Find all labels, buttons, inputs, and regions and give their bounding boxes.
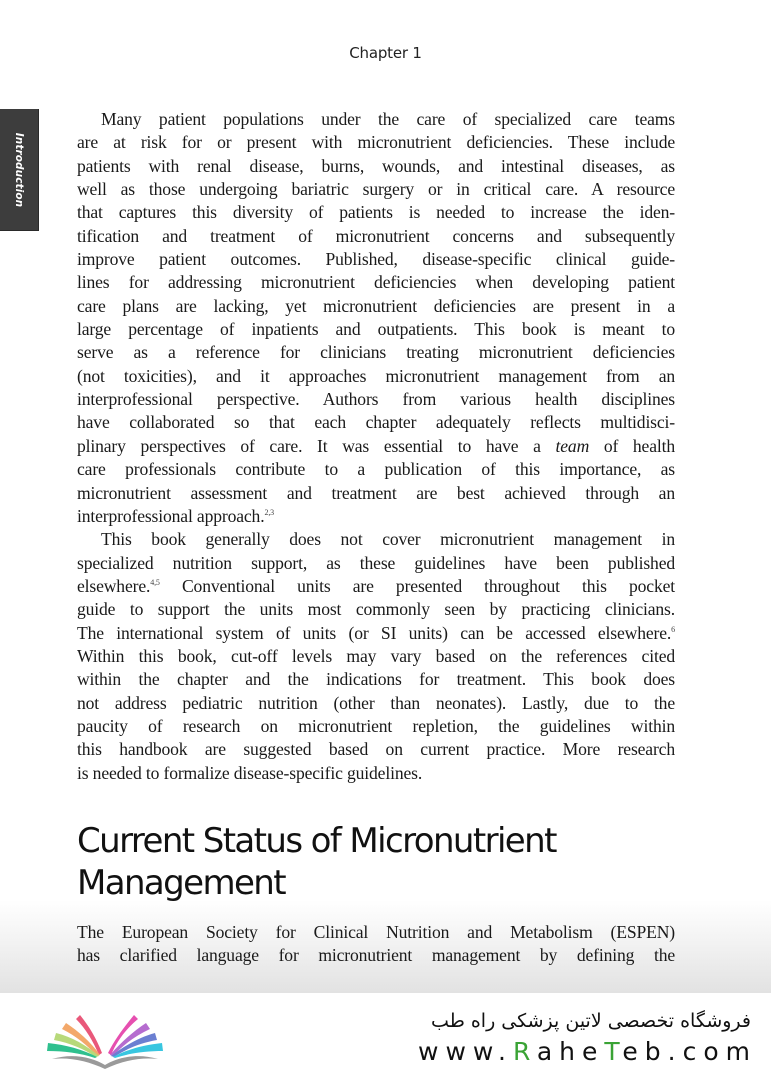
paragraph-1 (77, 108, 675, 528)
text-line: are at risk for or present with micronutrient deficiencies. These include (77, 132, 675, 153)
paragraph-2 (77, 528, 675, 785)
citation-superscript: 6 (671, 624, 675, 634)
text-line: not address pediatric nutrition (other than neonates). Lastly, due to the (77, 692, 675, 713)
text-line: guide to support the units most commonly seen by practicing clinicians. (77, 599, 675, 620)
section-paragraph (77, 921, 675, 968)
text-line (77, 435, 675, 458)
text-line: tification and treatment of micronutrient concerns and subsequently (77, 225, 675, 246)
chapter-side-tab (0, 109, 39, 231)
text-line: improve patient outcomes. Published, disease-specific clinical guide- (77, 249, 675, 270)
text-line: care professionals contribute to a publication of this importance, as (77, 459, 675, 480)
text-line: (not toxicities), and it approaches micronutrient management from an (77, 365, 675, 386)
text-line: serve as a reference for clinicians treating micronutrient deficiencies (77, 342, 675, 363)
watermark-text (418, 1007, 757, 1069)
text-line: lines for addressing micronutrient deficiencies when developing patient (77, 272, 675, 293)
text-line: well as those undergoing bariatric surgery or in critical care. A resource (77, 179, 675, 200)
text-line: specialized nutrition support, as these guidelines have been published (77, 552, 675, 573)
text-line (77, 575, 675, 598)
url-part: ahe (536, 1037, 605, 1066)
citation-superscript: 2,3 (264, 507, 275, 517)
text-line: have collaborated so that each chapter adequately reflects multidisci- (77, 412, 675, 433)
website-url[interactable] (418, 1035, 757, 1069)
body-text (77, 108, 675, 785)
section-heading (77, 820, 697, 904)
section-heading-line: Management (77, 863, 285, 903)
text-line: large percentage of inpatients and outpatients. This book is meant to (77, 319, 675, 340)
open-book-rainbow-logo-icon (42, 1009, 167, 1069)
text-line: care plans are lacking, yet micronutrient deficiencies are present in a (77, 295, 675, 316)
text-line (77, 622, 675, 645)
text-run: of health (589, 435, 675, 456)
text-line: this handbook are suggested based on current practice. More research (77, 739, 675, 760)
text-line: Within this book, cut-off levels may vary based on the references cited (77, 645, 675, 666)
text-line: paucity of research on micronutrient repletion, the guidelines within (77, 715, 675, 736)
watermark-footer (0, 993, 771, 1079)
emphasis-team: team (555, 435, 590, 456)
section-heading-line: Current Status of Micronutrient (77, 821, 556, 861)
url-accent-letter: T (604, 1037, 623, 1066)
text-line (77, 505, 675, 528)
url-part: eb.com (622, 1037, 757, 1066)
text-line: This book generally does not cover micronutrient management in (101, 529, 675, 550)
url-part: www. (418, 1037, 513, 1066)
store-name-persian: فروشگاه تخصصی لاتین پزشکی راه طب (431, 1010, 751, 1032)
text-line: patients with renal disease, burns, wounds, and intestinal diseases, as (77, 155, 675, 176)
running-head: Chapter 1 (349, 44, 422, 62)
text-run: interprofessional approach. (77, 505, 265, 526)
text-line: is needed to formalize disease-specific guidelines. (77, 762, 423, 783)
text-run: plinary perspectives of care. It was essential to have a (77, 435, 556, 456)
text-line: that captures this diversity of patients is needed to increase the iden- (77, 202, 675, 223)
text-line: Many patient populations under the care of specialized care teams (101, 109, 675, 129)
url-accent-letter: R (513, 1037, 537, 1066)
text-line: micronutrient assessment and treatment are best achieved through an (77, 482, 675, 503)
text-run: elsewhere. (77, 575, 151, 596)
text-line: has clarified language for micronutrient management by defining the (77, 945, 675, 966)
text-line: interprofessional perspective. Authors from various health disciplines (77, 389, 675, 410)
text-run: The international system of units (or SI units) can be accessed elsewhere. (77, 622, 672, 643)
text-run: Conventional units are presented throughout this pocket (159, 575, 675, 596)
text-line: within the chapter and the indications for treatment. This book does (77, 669, 675, 690)
text-line: The European Society for Clinical Nutrition and Metabolism (ESPEN) (77, 922, 675, 942)
citation-superscript: 4,5 (150, 577, 160, 587)
side-tab-label: Introduction (13, 132, 25, 207)
